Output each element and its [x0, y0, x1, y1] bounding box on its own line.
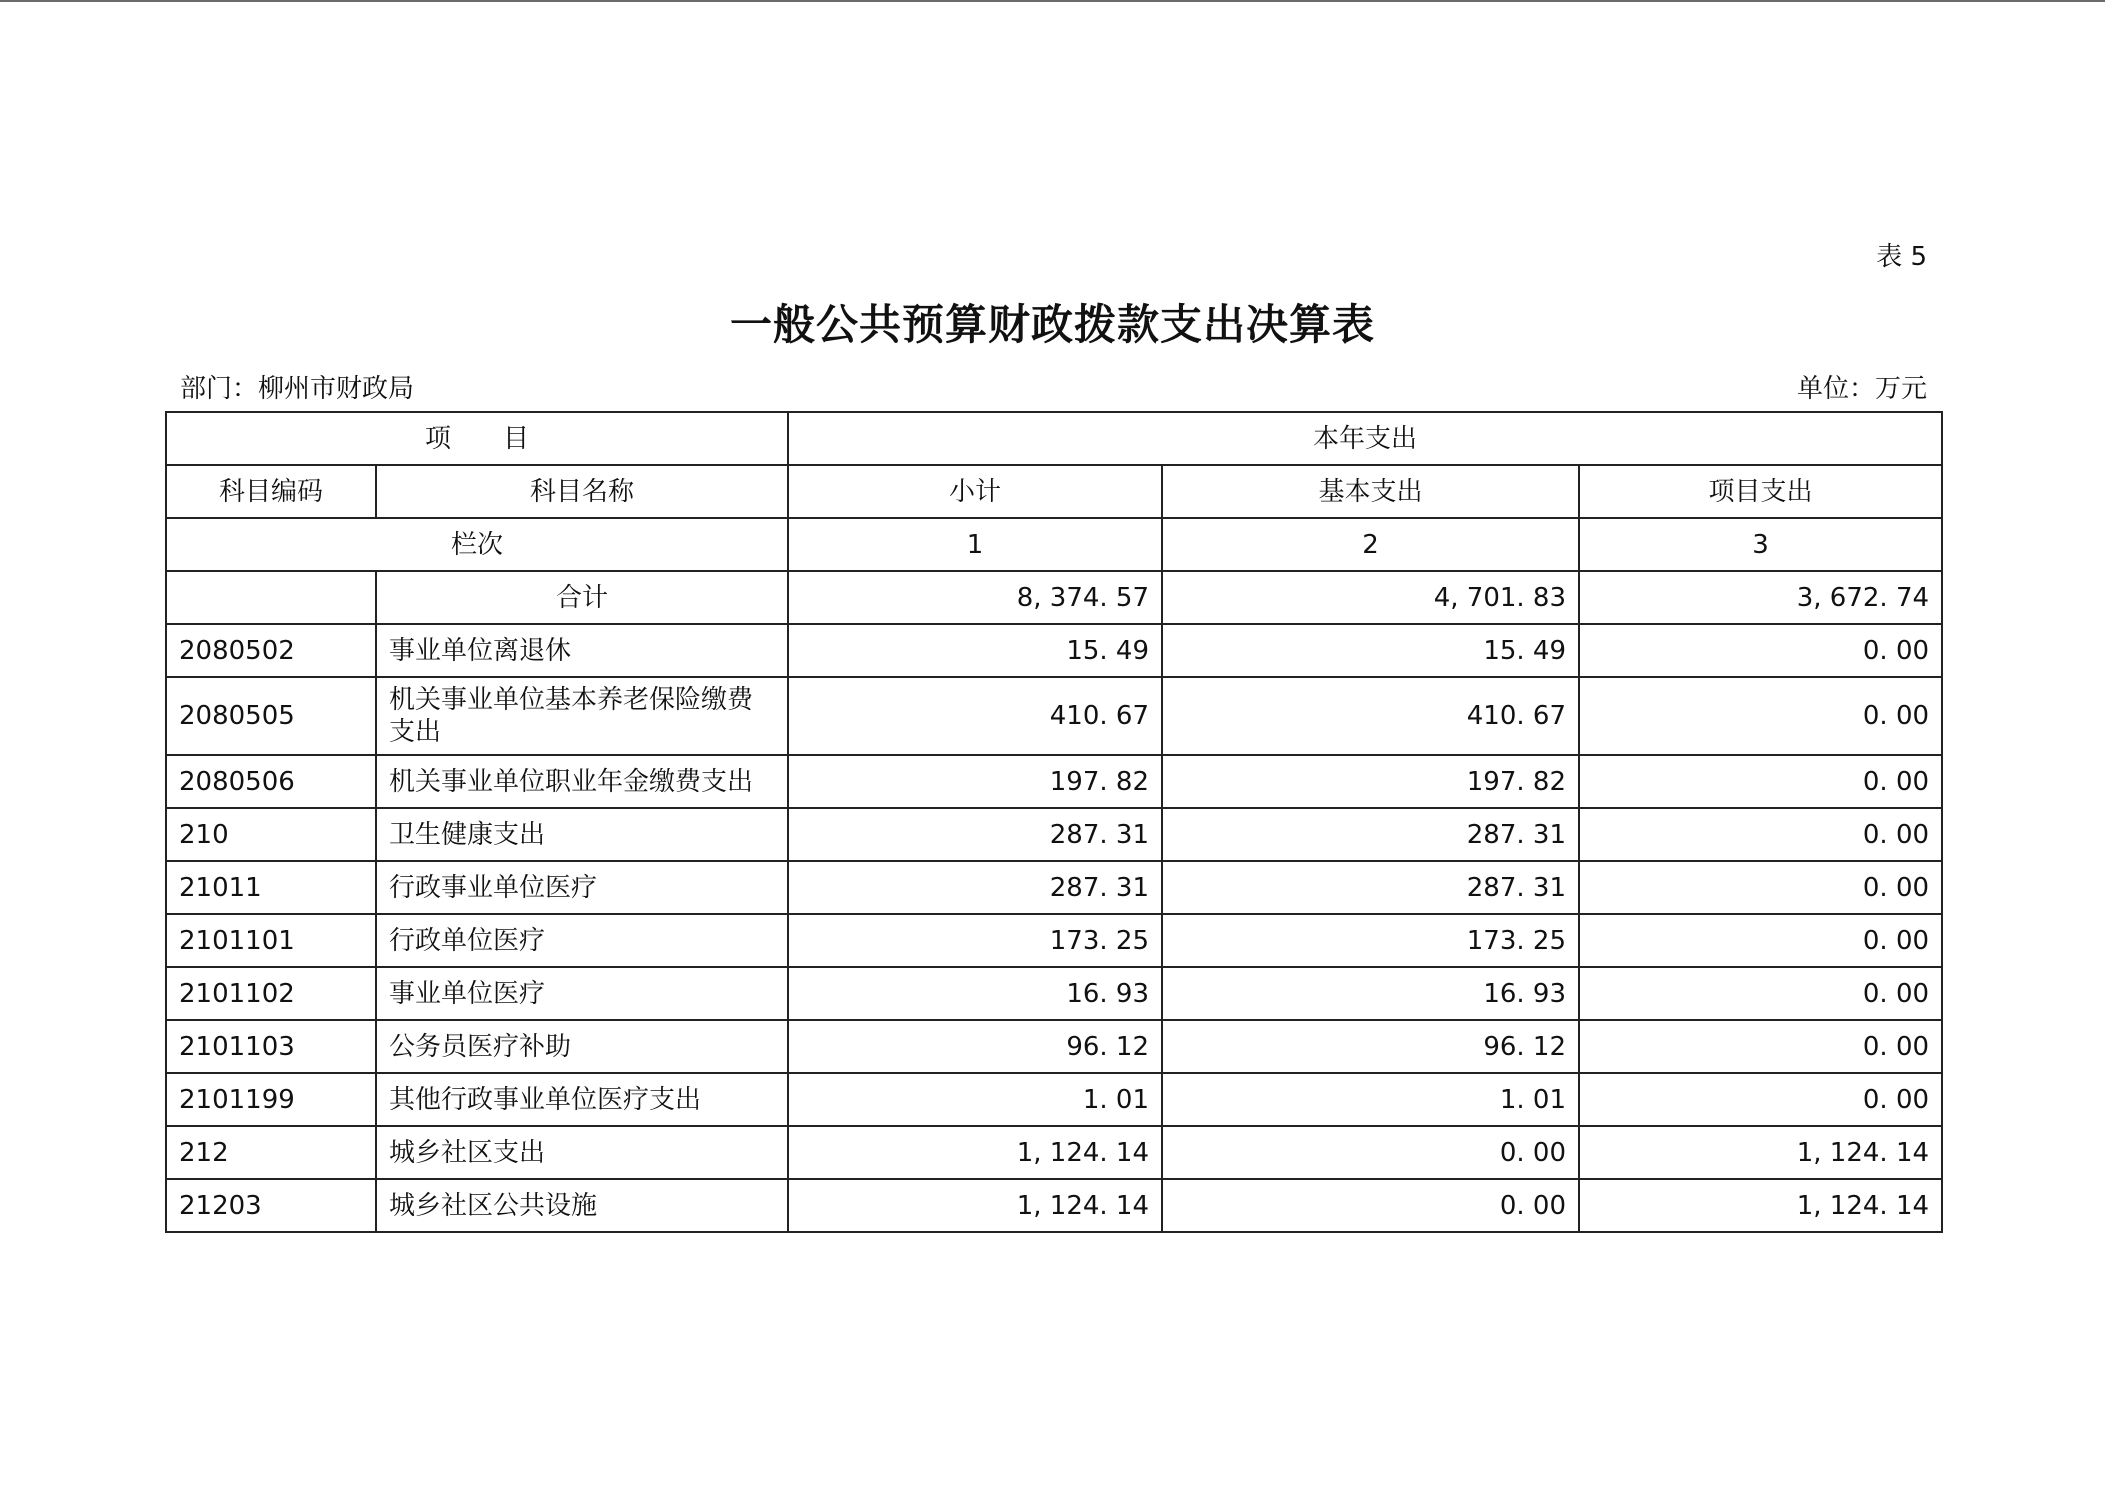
row-project-cell: 0. 00 — [1579, 914, 1942, 967]
row-project-cell: 0. 00 — [1579, 677, 1942, 755]
total-basic-cell: 4, 701. 83 — [1162, 571, 1579, 624]
table-number: 表 5 — [1876, 242, 1927, 272]
row-basic-cell: 0. 00 — [1162, 1179, 1579, 1232]
row-project-cell: 0. 00 — [1579, 1020, 1942, 1073]
column-number-3-cell: 3 — [1579, 518, 1942, 571]
row-code-cell: 21011 — [166, 861, 376, 914]
row-code-cell: 2080502 — [166, 624, 376, 677]
top-border-line — [0, 0, 2105, 2]
header-basic-cell: 基本支出 — [1162, 465, 1579, 518]
row-name-cell: 事业单位医疗 — [376, 967, 788, 1020]
row-basic-cell: 287. 31 — [1162, 808, 1579, 861]
total-subtotal-cell: 8, 374. 57 — [788, 571, 1162, 624]
row-subtotal-cell: 287. 31 — [788, 861, 1162, 914]
row-basic-cell: 16. 93 — [1162, 967, 1579, 1020]
row-project-cell: 0. 00 — [1579, 1073, 1942, 1126]
table-row — [166, 861, 1942, 914]
header-project-cell: 项 目 — [166, 412, 788, 465]
row-basic-cell: 1. 01 — [1162, 1073, 1579, 1126]
table-row — [166, 1126, 1942, 1179]
unit-label: 单位：万元 — [1796, 374, 1927, 404]
row-subtotal-cell: 173. 25 — [788, 914, 1162, 967]
column-order-label-cell: 栏次 — [166, 518, 788, 571]
row-project-cell: 1, 124. 14 — [1579, 1179, 1942, 1232]
header-name-cell: 科目名称 — [376, 465, 788, 518]
row-basic-cell: 96. 12 — [1162, 1020, 1579, 1073]
row-name-cell: 行政单位医疗 — [376, 914, 788, 967]
table-row — [166, 624, 1942, 677]
budget-table — [165, 411, 1943, 1233]
table-row — [166, 1020, 1942, 1073]
row-subtotal-cell: 96. 12 — [788, 1020, 1162, 1073]
total-row — [166, 571, 1942, 624]
column-number-1-cell: 1 — [788, 518, 1162, 571]
row-name-cell: 卫生健康支出 — [376, 808, 788, 861]
row-project-cell: 0. 00 — [1579, 624, 1942, 677]
table-row — [166, 1179, 1942, 1232]
table-row — [166, 677, 1942, 755]
row-basic-cell: 410. 67 — [1162, 677, 1579, 755]
row-project-cell: 1, 124. 14 — [1579, 1126, 1942, 1179]
row-basic-cell: 287. 31 — [1162, 861, 1579, 914]
row-basic-cell: 197. 82 — [1162, 755, 1579, 808]
row-project-cell: 0. 00 — [1579, 755, 1942, 808]
row-code-cell: 212 — [166, 1126, 376, 1179]
row-subtotal-cell: 1, 124. 14 — [788, 1126, 1162, 1179]
budget-table-body — [166, 412, 1942, 1232]
total-code-cell — [166, 571, 376, 624]
row-name-cell: 城乡社区公共设施 — [376, 1179, 788, 1232]
row-code-cell: 21203 — [166, 1179, 376, 1232]
row-code-cell: 210 — [166, 808, 376, 861]
column-order-row — [166, 518, 1942, 571]
total-project-cell: 3, 672. 74 — [1579, 571, 1942, 624]
header-project-expense-cell: 项目支出 — [1579, 465, 1942, 518]
table-row — [166, 808, 1942, 861]
row-project-cell: 0. 00 — [1579, 808, 1942, 861]
table-row — [166, 914, 1942, 967]
row-name-cell: 机关事业单位基本养老保险缴费支出 — [376, 677, 788, 755]
row-subtotal-cell: 1, 124. 14 — [788, 1179, 1162, 1232]
row-name-cell: 事业单位离退休 — [376, 624, 788, 677]
row-name-cell: 公务员医疗补助 — [376, 1020, 788, 1073]
row-basic-cell: 0. 00 — [1162, 1126, 1579, 1179]
table-row — [166, 967, 1942, 1020]
document-title: 一般公共预算财政拨款支出决算表 — [729, 300, 1375, 349]
table-row — [166, 755, 1942, 808]
row-subtotal-cell: 15. 49 — [788, 624, 1162, 677]
header-row-2 — [166, 465, 1942, 518]
row-name-cell: 行政事业单位医疗 — [376, 861, 788, 914]
row-subtotal-cell: 410. 67 — [788, 677, 1162, 755]
row-subtotal-cell: 16. 93 — [788, 967, 1162, 1020]
row-subtotal-cell: 1. 01 — [788, 1073, 1162, 1126]
header-subtotal-cell: 小计 — [788, 465, 1162, 518]
header-current-year-cell: 本年支出 — [788, 412, 1942, 465]
row-name-cell: 城乡社区支出 — [376, 1126, 788, 1179]
row-code-cell: 2080506 — [166, 755, 376, 808]
header-code-cell: 科目编码 — [166, 465, 376, 518]
header-row-1 — [166, 412, 1942, 465]
total-label-cell: 合计 — [376, 571, 788, 624]
row-code-cell: 2101101 — [166, 914, 376, 967]
column-number-2-cell: 2 — [1162, 518, 1579, 571]
row-code-cell: 2101102 — [166, 967, 376, 1020]
row-name-cell: 其他行政事业单位医疗支出 — [376, 1073, 788, 1126]
row-code-cell: 2101199 — [166, 1073, 376, 1126]
row-project-cell: 0. 00 — [1579, 967, 1942, 1020]
row-subtotal-cell: 197. 82 — [788, 755, 1162, 808]
row-project-cell: 0. 00 — [1579, 861, 1942, 914]
row-basic-cell: 173. 25 — [1162, 914, 1579, 967]
row-code-cell: 2101103 — [166, 1020, 376, 1073]
table-row — [166, 1073, 1942, 1126]
row-subtotal-cell: 287. 31 — [788, 808, 1162, 861]
row-basic-cell: 15. 49 — [1162, 624, 1579, 677]
row-code-cell: 2080505 — [166, 677, 376, 755]
department-label: 部门：柳州市财政局 — [180, 374, 415, 404]
row-name-cell: 机关事业单位职业年金缴费支出 — [376, 755, 788, 808]
